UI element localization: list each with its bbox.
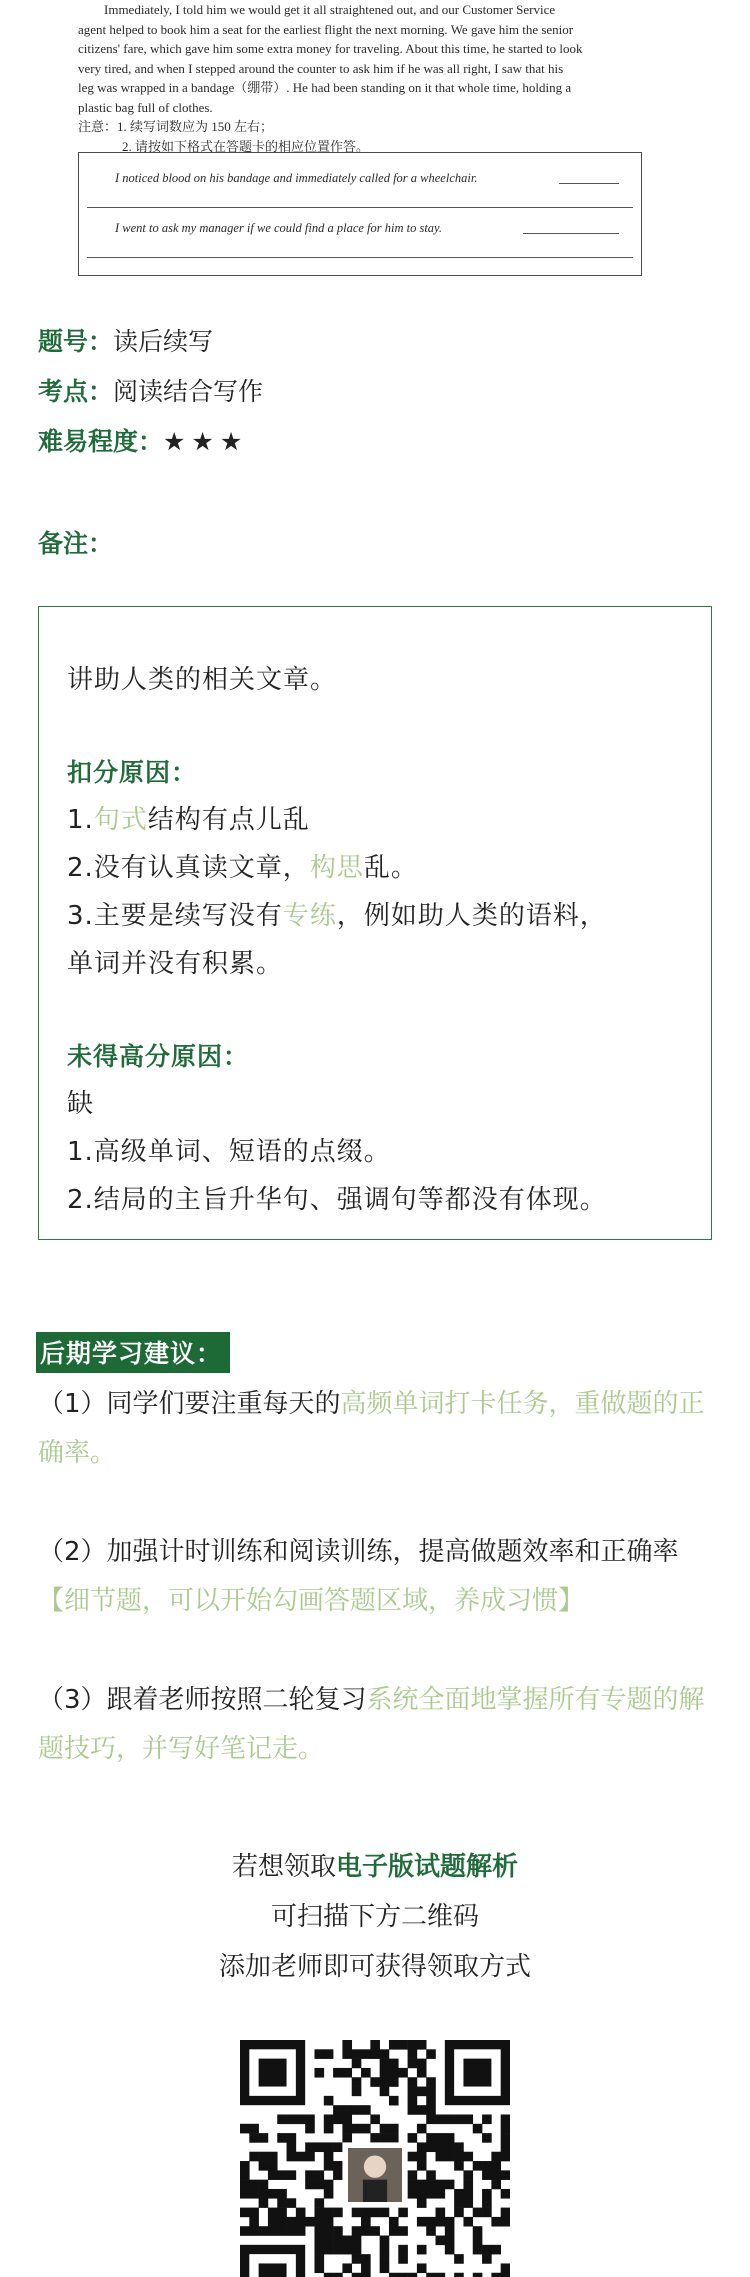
answer-format-box: [78, 152, 642, 276]
remarks-box: [38, 606, 712, 1240]
passage-line: citizens' fare, which gave him some extra money for traveling. About this time, he started to look: [78, 41, 583, 56]
question-label: 题号：: [38, 327, 114, 356]
difficulty-row: [38, 422, 248, 458]
remarks-intro: 讲助人类的相关文章。: [67, 665, 338, 695]
suggestion-2: （2）加强计时训练和阅读训练，提高做题效率和正确率【细节题，可以开始勾画答题区域，养成习惯】: [38, 1537, 679, 1616]
topic-row: [38, 372, 263, 408]
question-value: 读后续写: [113, 327, 214, 356]
difficulty-stars: ★★★: [163, 427, 249, 456]
question-row: [38, 322, 213, 358]
footer-line-1: 若想领取电子版试题解析: [231, 1852, 519, 1882]
highlight-text: 构思: [309, 853, 364, 883]
topic-value: 阅读结合写作: [113, 377, 264, 406]
passage-line: Immediately, I told him we would get it all straightened out, and our Customer Service: [104, 2, 556, 17]
deduct-item-2: 2.没有认真读文章，构思乱。: [67, 853, 418, 883]
deduct-item-3: 3.主要是续写没有专练，例如助人类的语料，: [67, 901, 607, 931]
passage-line: leg was wrapped in a bandage（绷带）. He had been standing on it that whole time, holding a: [78, 80, 572, 95]
highlight-text: 【细节题，可以开始勾画答题区域，养成习惯】: [38, 1586, 585, 1616]
suggestion-3: （3）跟着老师按照二轮复习系统全面地掌握所有专题的解题技巧，并写好笔记走。: [38, 1685, 705, 1764]
answer-start-line: I noticed blood on his bandage and immediately called for a wheelchair.: [115, 171, 478, 185]
nohigh-lack: 缺: [67, 1089, 95, 1119]
note-line: 注意：1. 续写词数应为 150 左右；: [78, 119, 274, 134]
qr-code-graphic: [240, 2040, 510, 2277]
remarks-label: 备注：: [38, 529, 114, 558]
qr-code-icon[interactable]: [240, 2040, 510, 2277]
suggestion-1: （1）同学们要注重每天的高频单词打卡任务，重做题的正确率。: [38, 1389, 705, 1468]
exam-excerpt: [78, 0, 644, 278]
note-line: 2. 请按如下格式在答题卡的相应位置作答。: [122, 138, 370, 154]
deduct-title: 扣分原因：: [67, 758, 198, 787]
highlight-text: 高频单词打卡任务，重做题的正确率。: [38, 1389, 705, 1468]
passage-line: very tired, and when I stepped around the counter to ask him if he was all right, I saw that his: [78, 60, 564, 76]
topic-label: 考点：: [38, 377, 114, 406]
deduct-item-3-cont: 单词并没有积累。: [67, 949, 284, 979]
footer-line-2: 可扫描下方二维码: [270, 1902, 479, 1932]
passage-line: plastic bag full of clothes.: [78, 99, 213, 115]
nohigh-item-1: 1.高级单词、短语的点缀。: [67, 1137, 391, 1167]
difficulty-label: 难易程度：: [38, 427, 164, 456]
remarks-row: [38, 524, 113, 560]
footer-highlight: 电子版试题解析: [336, 1852, 519, 1882]
suggestions-heading: 后期学习建议：: [36, 1332, 230, 1373]
nohigh-item-2: 2.结局的主旨升华句、强调句等都没有体现。: [67, 1185, 607, 1215]
highlight-text: 句式: [93, 805, 148, 835]
deduct-item-1: 1.句式结构有点儿乱: [67, 805, 310, 835]
answer-start-line: I went to ask my manager if we could find a place for him to stay.: [115, 221, 443, 235]
exam-notes: [78, 117, 644, 156]
passage-line: agent helped to book him a seat for the earliest flight the next morning. We gave him the senior: [78, 21, 574, 37]
highlight-text: 专练: [282, 901, 337, 931]
nohigh-title: 未得高分原因：: [67, 1042, 250, 1071]
footer-line-3: 添加老师即可获得领取方式: [218, 1952, 531, 1982]
highlight-text: 系统全面地掌握所有专题的解题技巧，并写好笔记走。: [38, 1685, 705, 1764]
